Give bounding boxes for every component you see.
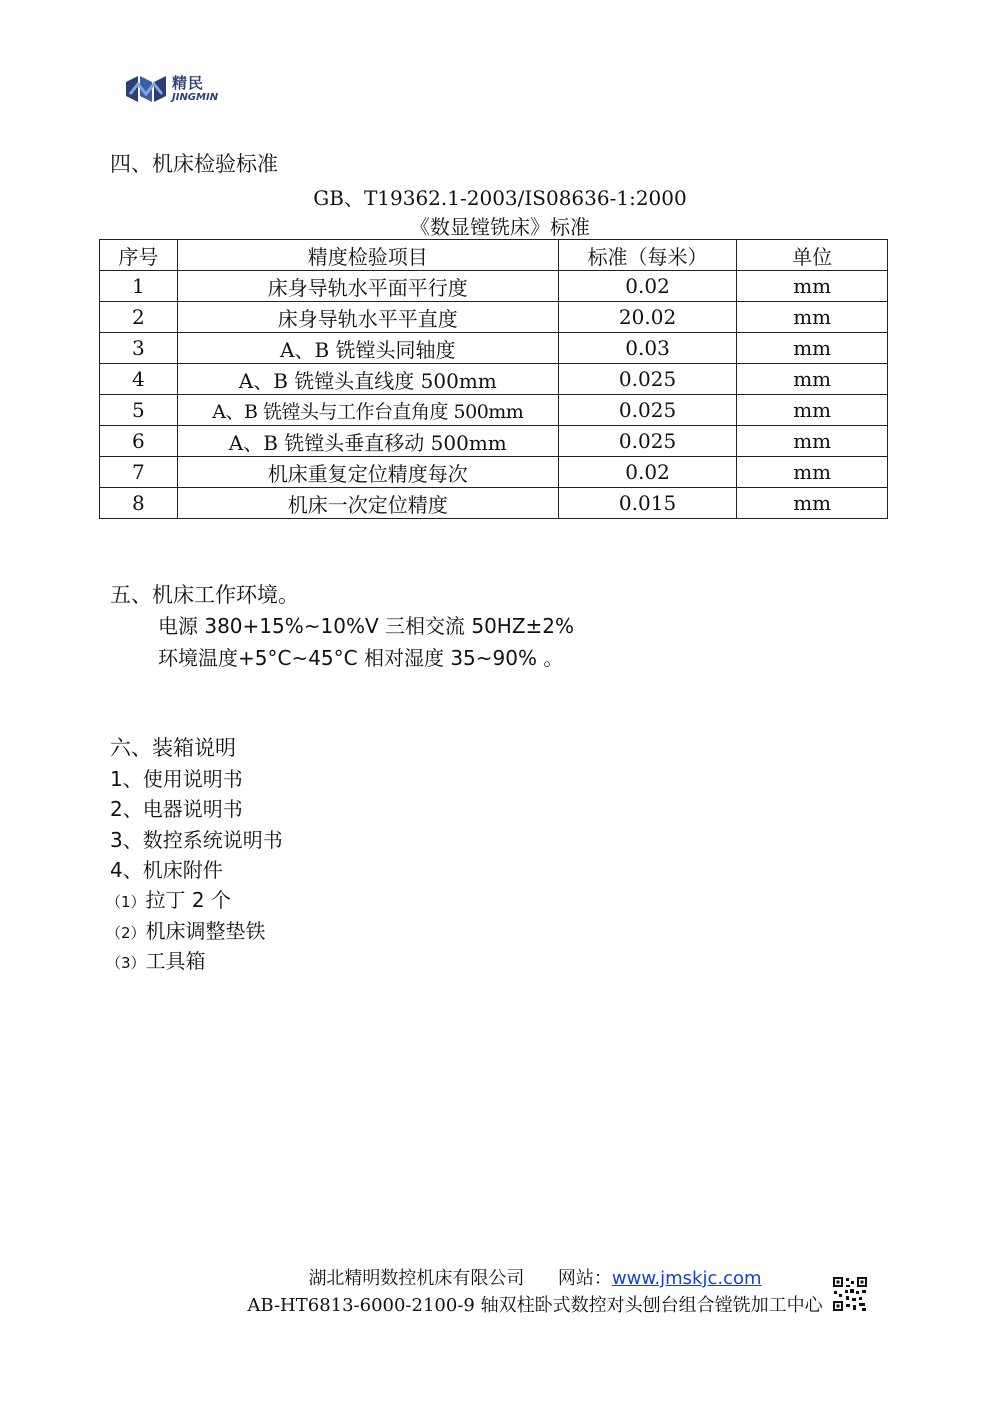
cell-index: 6 [100, 426, 178, 457]
accessory-number: （1） [106, 893, 146, 911]
cell-standard: 0.025 [558, 364, 737, 395]
power-spec-line: 电源 380+15%~10%V 三相交流 50HZ±2% [158, 614, 575, 638]
logo-cn-text: 精民 [172, 73, 205, 92]
cell-item: A、B 铣镗头与工作台直角度 500mm [177, 395, 558, 426]
table-row [100, 426, 888, 457]
cell-unit: mm [737, 457, 888, 488]
cell-standard: 0.03 [558, 333, 737, 364]
cell-item: 床身导轨水平面平行度 [177, 271, 558, 302]
accessory-number: （3） [106, 954, 146, 972]
header-unit: 单位 [737, 240, 888, 271]
cell-index: 3 [100, 333, 178, 364]
section4-title: 四、机床检验标准 [110, 152, 278, 176]
cell-index: 5 [100, 395, 178, 426]
accessory-text: 工具箱 [145, 949, 206, 973]
cell-standard: 0.025 [558, 426, 737, 457]
cell-standard: 20.02 [558, 302, 737, 333]
table-row [100, 457, 888, 488]
cell-unit: mm [737, 364, 888, 395]
cell-standard: 0.02 [558, 457, 737, 488]
cell-index: 4 [100, 364, 178, 395]
packing-item: 3、数控系统说明书 [110, 828, 283, 852]
footer-website-link[interactable]: www.jmskjc.com [611, 1268, 762, 1289]
cell-item: A、B 铣镗头同轴度 [177, 333, 558, 364]
accessory-number: （2） [106, 924, 146, 942]
standard-name: 《数显镗铣床》标准 [410, 215, 590, 239]
cell-unit: mm [737, 271, 888, 302]
standard-line: GB、T19362.1-2003/IS08636-1:2000 [313, 186, 687, 210]
cell-unit: mm [737, 426, 888, 457]
accessory-item [106, 915, 266, 944]
cell-item: A、B 铣镗头直线度 500mm [177, 364, 558, 395]
cell-standard: 0.025 [558, 395, 737, 426]
company-logo [124, 74, 218, 104]
footer-website-label: 网站： [557, 1268, 612, 1289]
cell-item: 机床一次定位精度 [177, 488, 558, 519]
cell-item: A、B 铣镗头垂直移动 500mm [177, 426, 558, 457]
header-index: 序号 [100, 240, 178, 271]
accessory-text: 机床调整垫铁 [145, 919, 266, 943]
cell-index: 7 [100, 457, 178, 488]
accessory-text: 拉丁 2 个 [145, 888, 231, 912]
cell-unit: mm [737, 395, 888, 426]
packing-item: 4、机床附件 [110, 858, 223, 882]
cell-index: 8 [100, 488, 178, 519]
header-standard: 标准（每米） [558, 240, 737, 271]
footer-company: 湖北精明数控机床有限公司 [308, 1268, 525, 1289]
logo-en-text: JINGMIN [172, 91, 219, 103]
cell-unit: mm [737, 488, 888, 519]
packing-item: 2、电器说明书 [110, 797, 243, 821]
cell-item: 床身导轨水平平直度 [177, 302, 558, 333]
table-row [100, 333, 888, 364]
cell-item: 机床重复定位精度每次 [177, 457, 558, 488]
accessory-item [106, 945, 206, 974]
table-row [100, 364, 888, 395]
logo-mark-icon [124, 74, 168, 104]
header-item: 精度检验项目 [177, 240, 558, 271]
table-row [100, 302, 888, 333]
cell-unit: mm [737, 302, 888, 333]
cell-index: 1 [100, 271, 178, 302]
section6-title: 六、装箱说明 [110, 736, 236, 760]
table-row [100, 488, 888, 519]
section5-title: 五、机床工作环境。 [110, 583, 299, 607]
qr-code-icon [832, 1276, 868, 1312]
accessory-item [106, 884, 231, 913]
cell-standard: 0.015 [558, 488, 737, 519]
inspection-standard-table [99, 239, 888, 519]
cell-unit: mm [737, 333, 888, 364]
cell-standard: 0.02 [558, 271, 737, 302]
table-header-row [100, 240, 888, 271]
footer-model-line: AB-HT6813-6000-2100-9 轴双柱卧式数控对头刨台组合镗铣加工中心 [247, 1295, 823, 1316]
environment-spec-line: 环境温度+5°C~45°C 相对湿度 35~90% 。 [158, 646, 564, 670]
cell-index: 2 [100, 302, 178, 333]
table-row [100, 395, 888, 426]
packing-item: 1、使用说明书 [110, 767, 243, 791]
table-row [100, 271, 888, 302]
